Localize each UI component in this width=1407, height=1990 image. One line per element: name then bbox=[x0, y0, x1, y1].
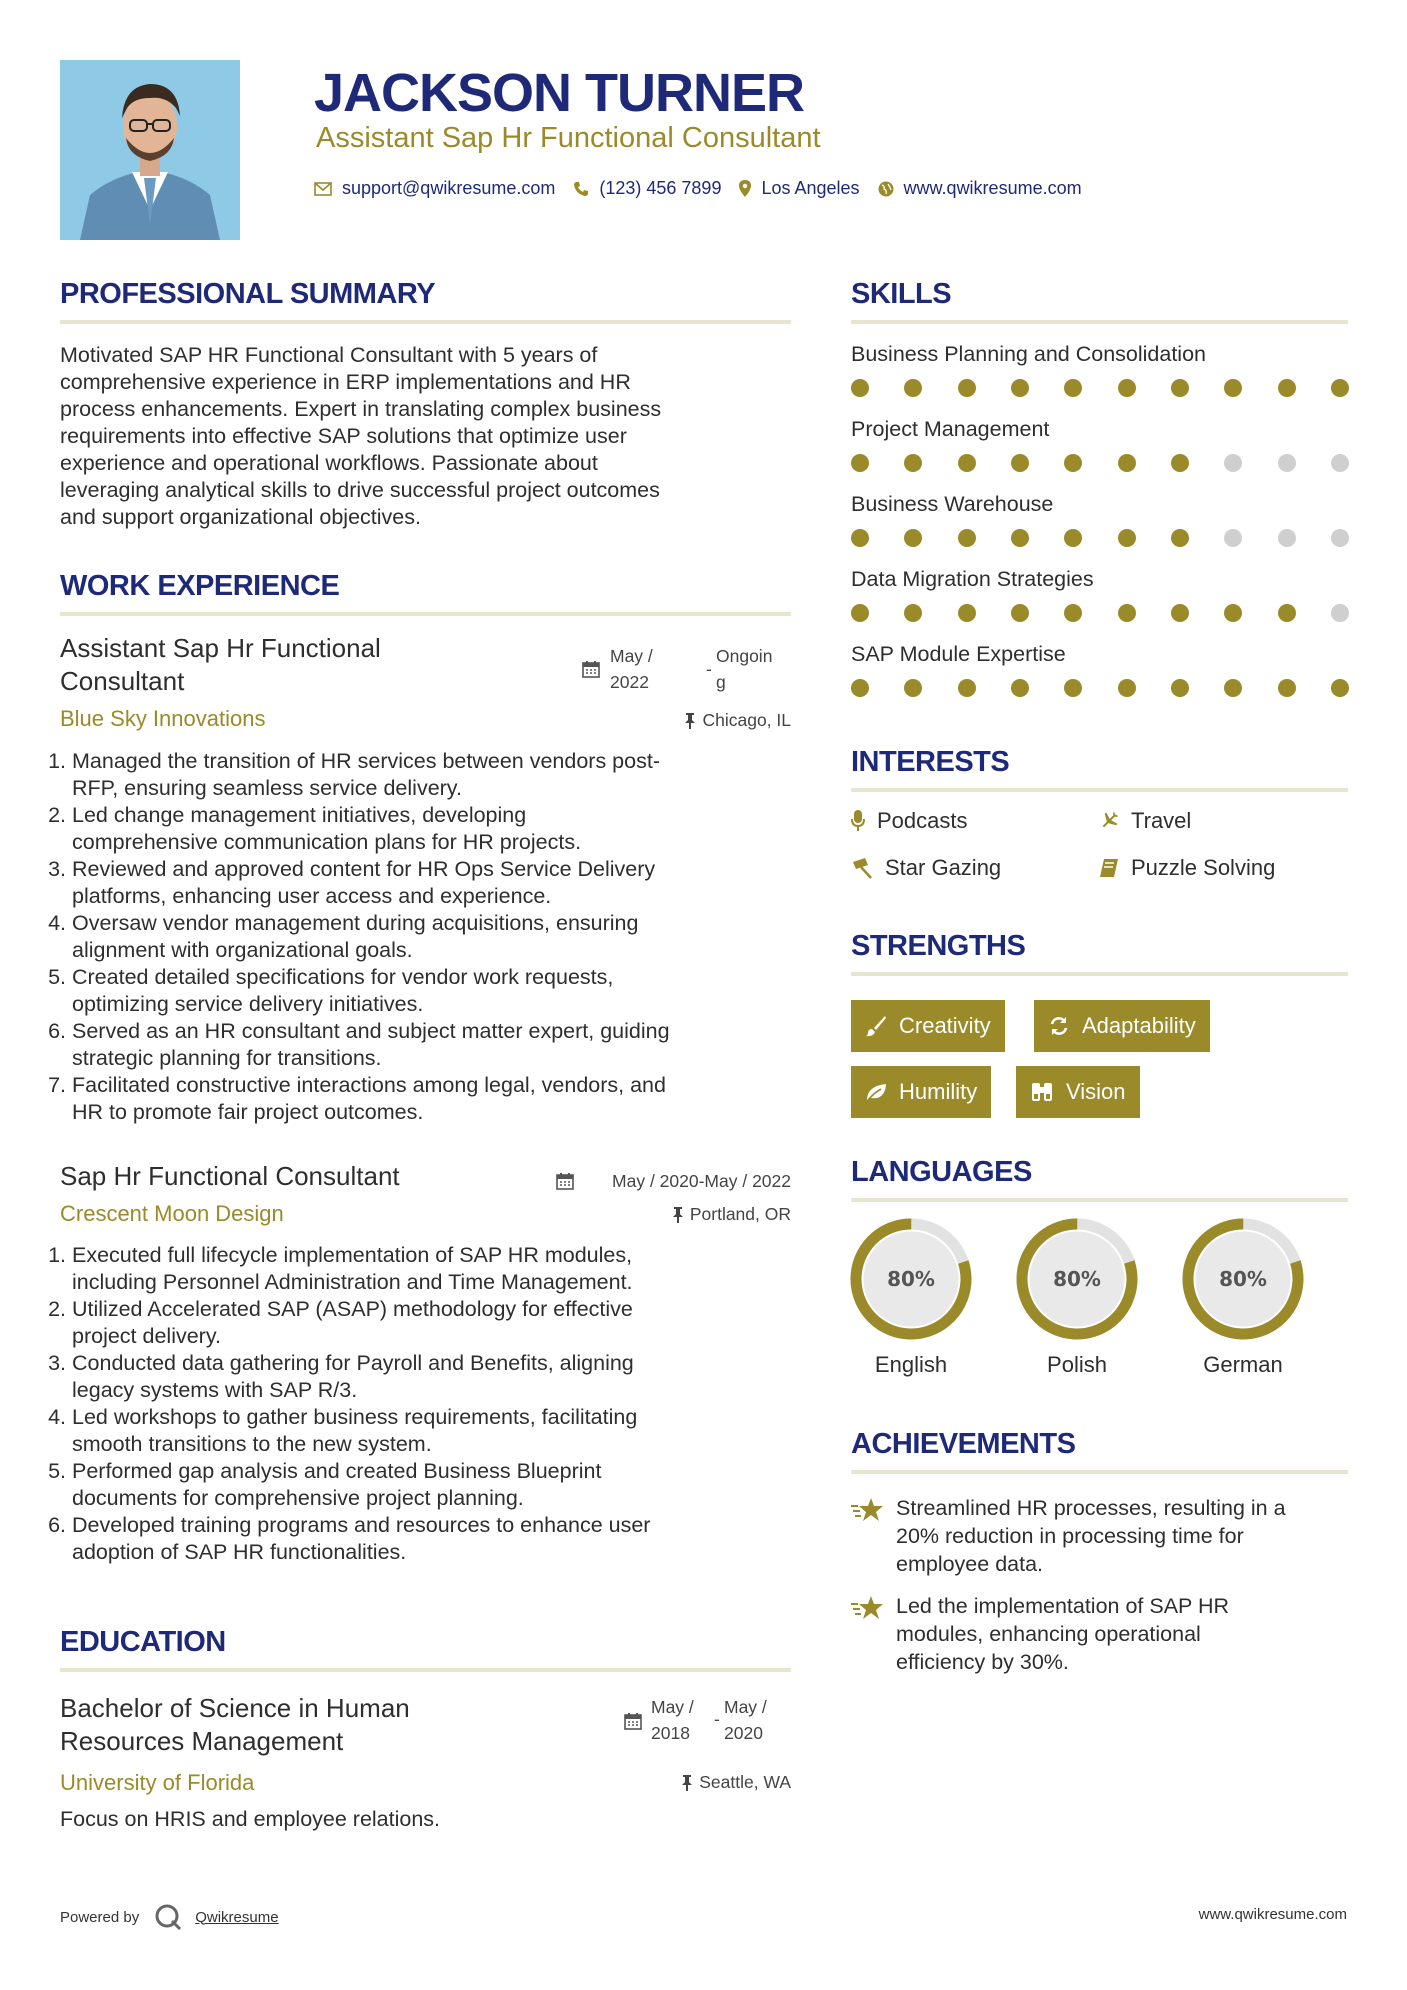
interest-podcasts bbox=[851, 808, 968, 834]
rating-dot-filled bbox=[1011, 529, 1029, 547]
strength-tag-humility bbox=[851, 1066, 991, 1118]
rating-dot-filled bbox=[958, 679, 976, 697]
interest-puzzle-solving bbox=[1099, 855, 1275, 881]
skills-heading: SKILLS bbox=[851, 278, 952, 310]
summary-line: leveraging analytical skills to drive successful project outcomes bbox=[60, 478, 660, 502]
bullet-line: 4. Led workshops to gather business requirements, facilitating bbox=[72, 1405, 638, 1429]
rating-dot-filled bbox=[1011, 454, 1029, 472]
rating-dot-filled bbox=[1171, 604, 1189, 622]
skill-rating bbox=[851, 379, 1349, 397]
achievement-line: efficiency by 30%. bbox=[896, 1650, 1069, 1674]
book-icon bbox=[1099, 858, 1119, 878]
rating-dot-empty bbox=[1278, 529, 1296, 547]
degree-title bbox=[60, 1692, 410, 1758]
bullet-line: project delivery. bbox=[72, 1324, 221, 1348]
skill-name: Business Planning and Consolidation bbox=[851, 342, 1206, 366]
bullet-line: 3. Reviewed and approved content for HR Ops Service Delivery bbox=[72, 857, 656, 881]
skill-item bbox=[851, 642, 1349, 697]
interest-travel bbox=[1099, 808, 1191, 834]
microphone-icon bbox=[851, 810, 865, 832]
experience-heading: WORK EXPERIENCE bbox=[60, 570, 340, 602]
rating-dot-filled bbox=[1224, 679, 1242, 697]
contact-location bbox=[739, 178, 859, 199]
rating-dot-filled bbox=[1118, 529, 1136, 547]
achievements-divider bbox=[851, 1470, 1348, 1474]
summary-line: experience and operational workflows. Passionate about bbox=[60, 451, 598, 475]
interest-star-gazing bbox=[851, 855, 1001, 881]
skills-divider bbox=[851, 320, 1348, 324]
list-item bbox=[72, 748, 796, 802]
interest-label: Travel bbox=[1131, 808, 1192, 833]
rating-dot-filled bbox=[958, 379, 976, 397]
strength-label: Creativity bbox=[899, 1013, 991, 1038]
bullet-line: legacy systems with SAP R/3. bbox=[72, 1378, 358, 1402]
bullet-line: including Personnel Administration and Time Management. bbox=[72, 1270, 633, 1294]
skill-name: Project Management bbox=[851, 417, 1050, 441]
date-part: Ongoin bbox=[716, 646, 773, 666]
language-rings bbox=[850, 1218, 1350, 1377]
location-text: Los Angeles bbox=[761, 178, 860, 198]
email-text: support@qwikresume.com bbox=[342, 178, 556, 198]
rating-dot-filled bbox=[1064, 454, 1082, 472]
bullet-line: 7. Facilitated constructive interactions among legal, vendors, and bbox=[72, 1073, 666, 1097]
languages-divider bbox=[851, 1198, 1348, 1202]
bullet-line: optimizing service delivery initiatives. bbox=[72, 992, 424, 1016]
telescope-icon bbox=[851, 857, 873, 879]
trophy-star-icon bbox=[851, 1594, 885, 1626]
achievement-item bbox=[896, 1494, 1286, 1578]
bullet-line: 2. Led change management initiatives, developing bbox=[72, 803, 527, 827]
bullet-line: HR to promote fair project outcomes. bbox=[72, 1100, 424, 1124]
language-item bbox=[850, 1218, 972, 1378]
skill-rating bbox=[851, 604, 1349, 622]
rating-dot-filled bbox=[904, 604, 922, 622]
map-pin-icon bbox=[739, 180, 751, 197]
rating-dot-filled bbox=[1171, 679, 1189, 697]
skill-name: Data Migration Strategies bbox=[851, 567, 1094, 591]
calendar-icon bbox=[624, 1712, 642, 1734]
rating-dot-filled bbox=[851, 529, 869, 547]
summary-line: Motivated SAP HR Functional Consultant with 5 years of bbox=[60, 343, 598, 367]
bullet-line: smooth transitions to the new system. bbox=[72, 1432, 432, 1456]
skill-item bbox=[851, 417, 1349, 472]
phone-text: (123) 456 7899 bbox=[599, 178, 722, 198]
list-item bbox=[72, 1296, 796, 1350]
achievement-item bbox=[896, 1592, 1229, 1676]
rating-dot-empty bbox=[1331, 604, 1349, 622]
rating-dot-filled bbox=[1118, 679, 1136, 697]
interests-heading: INTERESTS bbox=[851, 746, 1010, 778]
achievement-line: modules, enhancing operational bbox=[896, 1622, 1201, 1646]
interest-label: Star Gazing bbox=[885, 855, 1002, 880]
skill-item bbox=[851, 567, 1349, 622]
rating-dot-filled bbox=[958, 604, 976, 622]
list-item bbox=[72, 1404, 796, 1458]
summary-line: process enhancements. Expert in translating complex business bbox=[60, 397, 662, 421]
rating-dot-filled bbox=[1011, 679, 1029, 697]
rating-dot-filled bbox=[851, 379, 869, 397]
company-name: Crescent Moon Design bbox=[60, 1201, 284, 1226]
rating-dot-filled bbox=[904, 679, 922, 697]
job-end-date bbox=[716, 643, 772, 695]
school-name: University of Florida bbox=[60, 1770, 255, 1795]
rating-dot-filled bbox=[1224, 379, 1242, 397]
pin-icon bbox=[672, 1206, 684, 1223]
achievements-heading: ACHIEVEMENTS bbox=[851, 1428, 1076, 1460]
job-start-date bbox=[610, 643, 653, 695]
list-item bbox=[72, 964, 796, 1018]
skill-name: SAP Module Expertise bbox=[851, 642, 1066, 666]
pin-icon bbox=[684, 712, 696, 729]
candidate-title: Assistant Sap Hr Functional Consultant bbox=[316, 122, 821, 154]
edu-end-date bbox=[724, 1694, 767, 1746]
summary-heading: PROFESSIONAL SUMMARY bbox=[60, 278, 436, 310]
date-part: May / bbox=[724, 1697, 767, 1717]
skill-rating bbox=[851, 679, 1349, 697]
date-part: 2022 bbox=[610, 672, 649, 692]
job-title bbox=[60, 632, 381, 698]
phone-icon bbox=[573, 181, 589, 197]
strengths-divider bbox=[851, 972, 1348, 976]
languages-heading: LANGUAGES bbox=[851, 1156, 1032, 1188]
list-item bbox=[72, 802, 796, 856]
language-name: English bbox=[874, 1352, 948, 1377]
language-ring bbox=[1016, 1218, 1138, 1340]
rating-dot-filled bbox=[1224, 604, 1242, 622]
refresh-icon bbox=[1048, 1015, 1070, 1037]
job-title-line: Assistant Sap Hr Functional bbox=[60, 633, 381, 663]
date-part: May / bbox=[610, 646, 653, 666]
edu-location-text: Seattle, WA bbox=[699, 1772, 791, 1792]
rating-dot-empty bbox=[1331, 529, 1349, 547]
summary-divider bbox=[60, 320, 791, 324]
language-item bbox=[1182, 1218, 1304, 1378]
list-item bbox=[72, 1018, 796, 1072]
rating-dot-filled bbox=[1171, 379, 1189, 397]
date-dash: - bbox=[706, 659, 712, 679]
airplane-icon bbox=[1099, 811, 1119, 831]
company-name: Blue Sky Innovations bbox=[60, 706, 266, 731]
date-dash: - bbox=[714, 1709, 720, 1729]
contact-email[interactable] bbox=[314, 178, 555, 199]
bullet-line: 1. Managed the transition of HR services between vendors post- bbox=[72, 749, 660, 773]
language-ring bbox=[850, 1218, 972, 1340]
rating-dot-filled bbox=[1278, 679, 1296, 697]
bullet-line: 6. Developed training programs and resources to enhance user bbox=[72, 1513, 651, 1537]
rating-dot-filled bbox=[1064, 379, 1082, 397]
contact-website[interactable] bbox=[878, 178, 1082, 199]
bullet-line: 5. Performed gap analysis and created Business Blueprint bbox=[72, 1459, 602, 1483]
experience-divider bbox=[60, 612, 791, 616]
globe-icon bbox=[878, 181, 894, 197]
pin-icon bbox=[681, 1774, 693, 1791]
skill-name: Business Warehouse bbox=[851, 492, 1054, 516]
list-item bbox=[72, 1242, 796, 1296]
rating-dot-filled bbox=[1064, 679, 1082, 697]
date-part: g bbox=[716, 672, 726, 692]
summary-line: comprehensive experience in ERP implementations and HR bbox=[60, 370, 631, 394]
trophy-star-icon bbox=[851, 1496, 885, 1528]
leaf-icon bbox=[865, 1082, 887, 1102]
skill-item bbox=[851, 342, 1349, 397]
achievement-line: employee data. bbox=[896, 1552, 1044, 1576]
ring-percent-label: 80% bbox=[1053, 1267, 1101, 1291]
strength-tag-creativity bbox=[851, 1000, 1005, 1052]
rating-dot-filled bbox=[1171, 454, 1189, 472]
bullet-line: 2. Utilized Accelerated SAP (ASAP) methodology for effective bbox=[72, 1297, 633, 1321]
interest-label: Podcasts bbox=[877, 808, 968, 833]
contact-phone[interactable] bbox=[573, 178, 721, 199]
skill-item bbox=[851, 492, 1349, 547]
job-location bbox=[684, 710, 791, 731]
rating-dot-filled bbox=[904, 454, 922, 472]
edu-location bbox=[681, 1772, 791, 1793]
achievement-line: Led the implementation of SAP HR bbox=[896, 1594, 1230, 1618]
job-title-line: Consultant bbox=[60, 666, 185, 696]
footer-url[interactable]: www.qwikresume.com bbox=[1198, 1906, 1347, 1923]
bullet-line: RFP, ensuring seamless service delivery. bbox=[72, 776, 462, 800]
profile-photo bbox=[60, 60, 240, 240]
rating-dot-filled bbox=[1331, 379, 1349, 397]
list-item bbox=[72, 1512, 796, 1566]
contact-bar bbox=[314, 178, 1100, 199]
strength-tag-adaptability bbox=[1034, 1000, 1210, 1052]
bullet-line: alignment with organizational goals. bbox=[72, 938, 413, 962]
rating-dot-filled bbox=[1118, 604, 1136, 622]
ring-percent-label: 80% bbox=[1219, 1267, 1267, 1291]
bullet-line: 4. Oversaw vendor management during acquisitions, ensuring bbox=[72, 911, 639, 935]
rating-dot-filled bbox=[958, 529, 976, 547]
language-name: Polish bbox=[1047, 1352, 1107, 1377]
strength-label: Humility bbox=[899, 1079, 978, 1104]
bullet-line: comprehensive communication plans for HR projects. bbox=[72, 830, 582, 854]
rating-dot-filled bbox=[958, 454, 976, 472]
list-item bbox=[72, 910, 796, 964]
footer-brand-link[interactable]: Qwikresume bbox=[195, 1908, 279, 1926]
rating-dot-filled bbox=[1064, 604, 1082, 622]
date-part: 2020 bbox=[724, 1723, 763, 1743]
rating-dot-filled bbox=[1118, 454, 1136, 472]
job-location-text: Chicago, IL bbox=[702, 710, 791, 730]
job-location bbox=[672, 1204, 791, 1225]
envelope-icon bbox=[314, 182, 332, 196]
bullet-line: documents for comprehensive project planning. bbox=[72, 1486, 524, 1510]
language-name: German bbox=[1203, 1352, 1283, 1377]
rating-dot-filled bbox=[1278, 604, 1296, 622]
edu-start-date bbox=[651, 1694, 694, 1746]
rating-dot-filled bbox=[1011, 604, 1029, 622]
list-item bbox=[72, 1350, 796, 1404]
education-note: Focus on HRIS and employee relations. bbox=[60, 1807, 441, 1831]
degree-line: Bachelor of Science in Human bbox=[60, 1693, 410, 1723]
achievement-line: 20% reduction in processing time for bbox=[896, 1524, 1244, 1548]
calendar-icon bbox=[556, 1172, 574, 1194]
date-part: 2018 bbox=[651, 1723, 690, 1743]
language-ring bbox=[1182, 1218, 1304, 1340]
rating-dot-filled bbox=[1064, 529, 1082, 547]
ring-percent-label: 80% bbox=[887, 1267, 935, 1291]
strengths-heading: STRENGTHS bbox=[851, 930, 1026, 962]
job-title: Sap Hr Functional Consultant bbox=[60, 1161, 400, 1191]
date-part: May / bbox=[651, 1697, 694, 1717]
skill-rating bbox=[851, 454, 1349, 472]
rating-dot-filled bbox=[851, 454, 869, 472]
education-heading: EDUCATION bbox=[60, 1626, 226, 1658]
rating-dot-filled bbox=[1011, 379, 1029, 397]
binoculars-icon bbox=[1030, 1081, 1054, 1103]
candidate-name: JACKSON TURNER bbox=[314, 63, 805, 123]
rating-dot-empty bbox=[1278, 454, 1296, 472]
brush-icon bbox=[865, 1015, 887, 1037]
job-bullets bbox=[54, 748, 796, 1126]
website-text: www.qwikresume.com bbox=[903, 178, 1082, 198]
interest-label: Puzzle Solving bbox=[1131, 855, 1276, 880]
bullet-line: adoption of SAP HR functionalities. bbox=[72, 1540, 407, 1564]
list-item bbox=[72, 856, 796, 910]
bullet-line: 5. Created detailed specifications for vendor work requests, bbox=[72, 965, 614, 989]
powered-by-text: Powered by bbox=[60, 1908, 140, 1926]
bullet-line: 6. Served as an HR consultant and subject matter expert, guiding bbox=[72, 1019, 670, 1043]
footer-powered-by bbox=[60, 1902, 279, 1932]
achievement-line: Streamlined HR processes, resulting in a bbox=[896, 1496, 1286, 1520]
qwikresume-logo-icon bbox=[153, 1902, 183, 1932]
language-item bbox=[1016, 1218, 1138, 1378]
education-divider bbox=[60, 1668, 791, 1672]
bullet-line: strategic planning for transitions. bbox=[72, 1046, 382, 1070]
rating-dot-filled bbox=[1278, 379, 1296, 397]
rating-dot-empty bbox=[1224, 454, 1242, 472]
strength-label: Vision bbox=[1066, 1079, 1126, 1104]
rating-dot-filled bbox=[1171, 529, 1189, 547]
degree-line: Resources Management bbox=[60, 1726, 344, 1756]
summary-text bbox=[60, 342, 800, 531]
interests-divider bbox=[851, 788, 1348, 792]
job-bullets bbox=[54, 1242, 796, 1566]
bullet-line: platforms, enhancing user access and experience. bbox=[72, 884, 552, 908]
rating-dot-filled bbox=[904, 529, 922, 547]
strength-tag-vision bbox=[1016, 1066, 1140, 1118]
job-dates: May / 2020-May / 2022 bbox=[612, 1171, 791, 1191]
rating-dot-empty bbox=[1331, 454, 1349, 472]
list-item bbox=[72, 1072, 796, 1126]
summary-line: and support organizational objectives. bbox=[60, 505, 421, 529]
calendar-icon bbox=[582, 660, 600, 682]
rating-dot-filled bbox=[1118, 379, 1136, 397]
strength-label: Adaptability bbox=[1082, 1013, 1196, 1038]
rating-dot-filled bbox=[1331, 679, 1349, 697]
rating-dot-empty bbox=[1224, 529, 1242, 547]
bullet-line: 3. Conducted data gathering for Payroll and Benefits, aligning bbox=[72, 1351, 634, 1375]
skill-rating bbox=[851, 529, 1349, 547]
rating-dot-filled bbox=[904, 379, 922, 397]
bullet-line: 1. Executed full lifecycle implementation of SAP HR modules, bbox=[72, 1243, 633, 1267]
list-item bbox=[72, 1458, 796, 1512]
rating-dot-filled bbox=[851, 604, 869, 622]
summary-line: requirements into effective SAP solutions that optimize user bbox=[60, 424, 627, 448]
rating-dot-filled bbox=[851, 679, 869, 697]
job-location-text: Portland, OR bbox=[689, 1204, 791, 1224]
